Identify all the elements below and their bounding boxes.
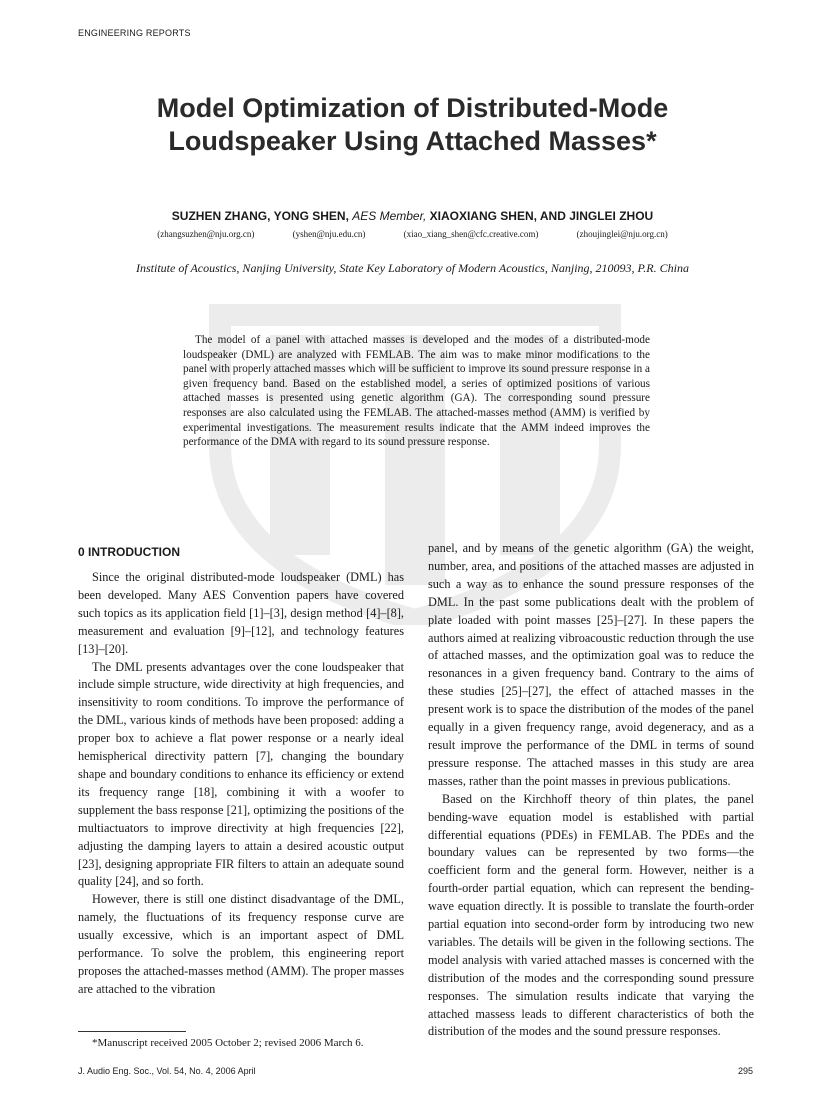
body-paragraph: panel, and by means of the genetic algorithm (GA) the weight, number, area, and positions of the attached masses are adjusted in such a way as to enhance the sound pressure responses of the DML. In the past some publications dealt with the problem of plate loaded with point masses [25]–[27]. In these papers the authors aimed at realizing vibroacoustic reduction through the use of attached masses, and the optimization goal was to reduce the resonances in a given frequency band. Contrary to the aims of these studies [25]–[27], the effect of attached masses in the present work is to space the distribution of the modes of the panel equally in a given frequency range, avoid degeneracy, and as a result improve the performance of the DML in terms of sound pressure response. The attached masses in this study are area masses, rather than the point masses in previous publications. [428,541,754,788]
abstract: The model of a panel with attached masses is developed and the modes of a distributed-mode loudspeaker (DML) are analyzed with FEMLAB. The aim was to make minor modifications to the panel with properly attached masses which will be sufficient to improve its sound pressure response in a given frequency band. Based on the established model, a series of optimized positions of various attached masses is presented using genetic algorithm (GA). The corresponding sound pressure responses are also calculated using the FEMLAB. The attached-masses method (AMM) is verified by experimental investigations. The measurement results indicate that the AMM indeed improves the performance of the DMA with regard to its sound pressure response. [183,334,650,449]
title-line-2: Loudspeaker Using Attached Masses* [168,126,657,156]
paper-title [60,92,765,158]
author-email: (yshen@nju.edu.cn) [292,229,366,239]
footnote-rule [78,1031,186,1032]
section-heading: 0 INTRODUCTION [78,545,180,559]
author-emails [60,229,765,239]
body-paragraph: The DML presents advantages over the cone loudspeaker that include simple structure, wide directivity at high frequencies, and insensitivity to room conditions. To improve the performance of the DML, various kinds of methods have been proposed: adding a proper box to achieve a flat power response or a nearly ideal hemispherical directivity pattern [7], changing the boundary shape and boundary conditions to enhance its efficiency or extend its frequency range [18], combining it with a woofer to supplement the bass response [21], optimizing the positions of the multiactuators to improve directivity at high frequencies [22], adjusting the damping layers to attain a desired acoustic output [23], designing appropriate FIR filters to attain an adequate sound quality [24], and so forth. [78,659,404,889]
title-line-1: Model Optimization of Distributed-Mode [156,93,669,123]
body-column-left [78,540,404,999]
authors-part-2: XIAOXIANG SHEN, AND JINGLEI ZHOU [429,209,654,223]
body-paragraph: Since the original distributed-mode loudspeaker (DML) has been developed. Many AES Convention papers have covered such topics as its application field [1]–[3], design method [4]–[8], measurement and evaluation [9]–[12], and technology features [13]–[20]. [78,570,404,656]
page-number: 295 [737,1066,753,1076]
author-email: (xiao_xiang_shen@cfc.creative.com) [403,229,539,239]
authors-part-1: SUZHEN ZHANG, YONG SHEN, [171,209,353,223]
aes-member-label: AES Member, [352,209,430,223]
footnote: *Manuscript received 2005 October 2; revised 2006 March 6. [92,1037,364,1049]
running-header: ENGINEERING REPORTS [78,28,191,38]
author-email: (zhoujinglei@nju.org.cn) [576,229,668,239]
journal-citation: J. Audio Eng. Soc., Vol. 54, No. 4, 2006 April [78,1066,256,1076]
author-list [60,209,765,223]
affiliation: Institute of Acoustics, Nanjing University, State Key Laboratory of Modern Acoustics, Nanjing, 210093, P.R. China [136,261,689,275]
body-paragraph: However, there is still one distinct disadvantage of the DML, namely, the fluctuations of its frequency response curve are usually excessive, which is an important aspect of DML performance. To solve the problem, this engineering report proposes the attached-masses method (AMM). The proper masses are attached to the vibration [78,892,404,996]
body-column-right [428,540,754,1041]
author-email: (zhangsuzhen@nju.org.cn) [157,229,255,239]
body-paragraph: Based on the Kirchhoff theory of thin plates, the panel bending-wave equation model is established with partial differential equations (PDEs) in FEMLAB. The PDEs and the boundary values can be represented by two forms—the coefficient form and the general form. However, neither is a fourth-order partial equation, which can represent the bending-wave equation directly. It is possible to translate the fourth-order partial equation into second-order form by introducing two new variables. The details will be given in the following sections. The model analysis with varied attached masses is concerned with the distribution of the modes and the corresponding sound pressure responses. The simulation results indicate that varying the attached massess leads to different characteristics of both the distribution of the modes and the sound pressure responses. [428,791,754,1039]
